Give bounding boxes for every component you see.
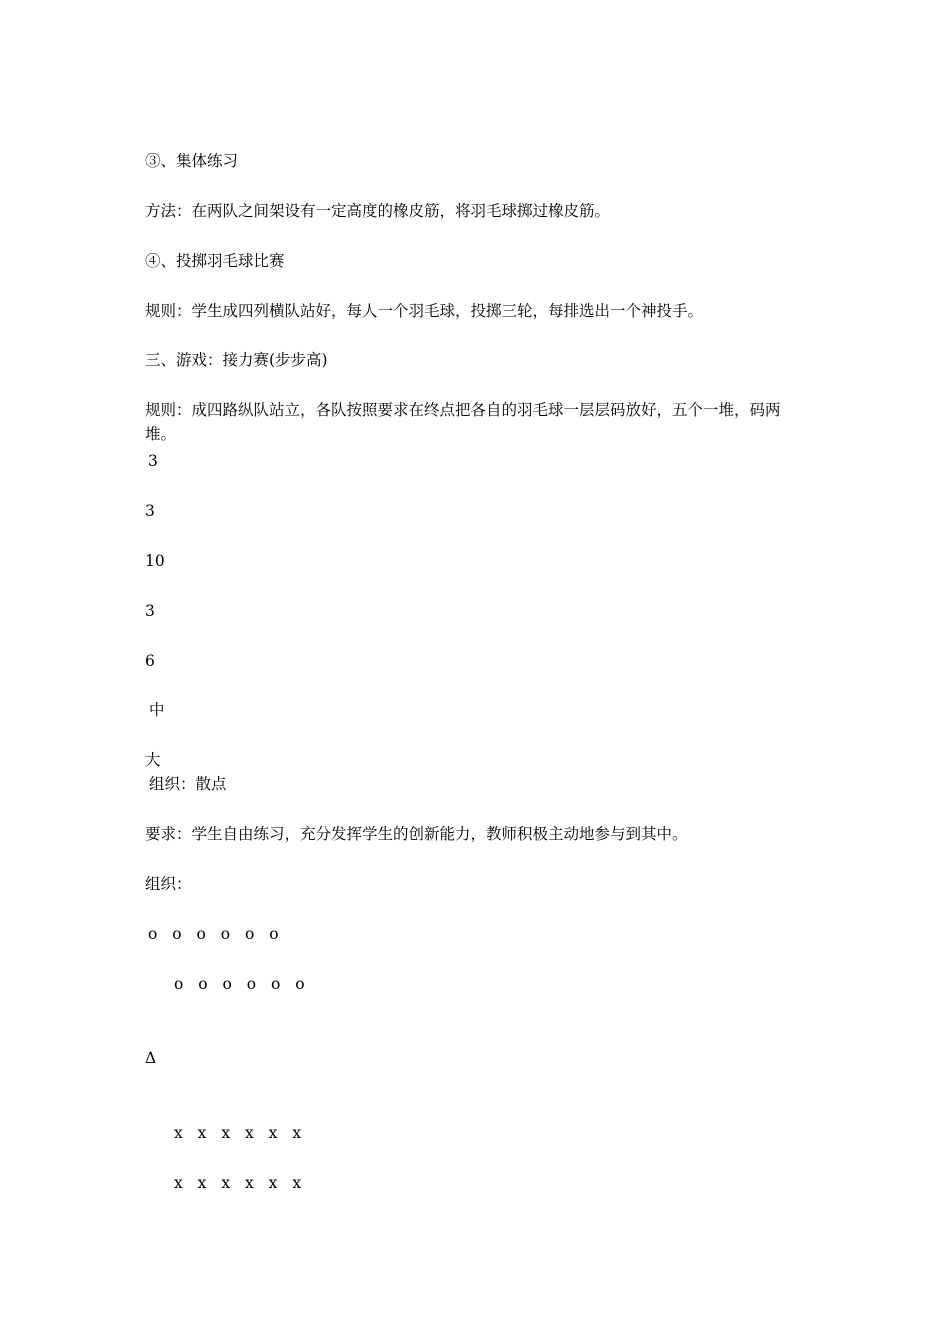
method-text: 方法：在两队之间架设有一定高度的橡皮筋，将羽毛球掷过橡皮筋。 (145, 202, 611, 220)
teacher-symbol: Δ (145, 1049, 157, 1067)
intensity-large: 大 (145, 751, 161, 769)
requirement-text: 要求：学生自由练习，充分发挥学生的创新能力，教师积极主动地参与到其中。 (145, 825, 688, 843)
number-value: 6 (145, 652, 155, 670)
number-value: 10 (145, 552, 165, 570)
heading-collective-practice: ③、集体练习 (145, 152, 239, 170)
section-game-heading: 三、游戏：接力赛(步步高) (145, 351, 328, 369)
rule-game-text: 规则：成四路纵队站立，各队按照要求在终点把各自的羽毛球一层层码放好，五个一堆，码两堆。 (145, 401, 781, 443)
number-value: 3 (148, 452, 158, 470)
formation-row-o: o o o o o o (174, 975, 310, 993)
organization-label: 组织： (145, 875, 192, 893)
formation-row-o: o o o o o o (148, 925, 284, 943)
heading-throwing-contest: ④、投掷羽毛球比赛 (145, 252, 285, 270)
number-value: 3 (145, 602, 155, 620)
formation-row-x: x x x x x x (174, 1174, 307, 1192)
number-value: 3 (145, 502, 155, 520)
rule-throwing-text: 规则：学生成四列横队站好，每人一个羽毛球，投掷三轮，每排选出一个神投手。 (145, 302, 704, 320)
formation-row-x: x x x x x x (174, 1124, 307, 1142)
intensity-medium: 中 (149, 701, 165, 719)
organization-scatter: 组织：散点 (149, 775, 227, 793)
